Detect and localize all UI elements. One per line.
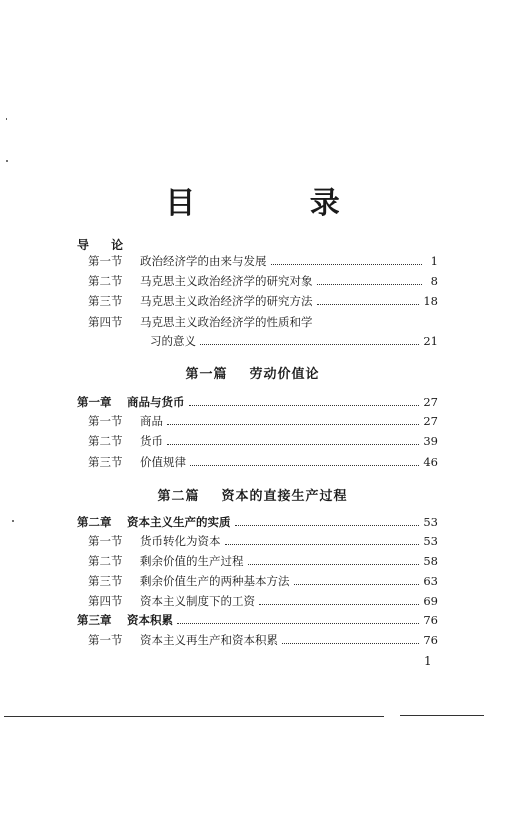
footer-rule [400, 715, 484, 716]
chapter-entry[interactable] [77, 393, 438, 411]
dot-leader [248, 564, 420, 565]
chapter-title: 资本主义生产的实质 [127, 515, 231, 529]
scan-speck [6, 118, 7, 120]
part-heading[interactable] [0, 363, 505, 382]
dot-leader [271, 264, 423, 265]
toc-entry[interactable] [88, 592, 438, 610]
section-number: 第四节 [88, 315, 123, 329]
page-number: 63 [423, 574, 438, 588]
toc-entry[interactable] [88, 292, 438, 310]
footer-rule [4, 716, 384, 717]
page-number: 53 [423, 534, 438, 548]
section-number: 第二节 [88, 274, 123, 288]
dot-leader [294, 584, 420, 585]
section-title: 价值规律 [140, 455, 186, 469]
section-number: 第一节 [88, 414, 123, 428]
dot-leader [167, 444, 419, 445]
dot-leader [189, 405, 420, 406]
page-number: 8 [430, 274, 438, 288]
page-number: 53 [423, 515, 438, 529]
chapter-title: 资本积累 [127, 613, 173, 627]
page-number: 27 [423, 395, 438, 409]
toc-entry[interactable] [88, 453, 438, 471]
toc-entry[interactable] [88, 631, 438, 649]
section-title: 马克思主义政治经济学的研究对象 [140, 274, 313, 288]
toc-entry[interactable] [88, 252, 438, 270]
intro-heading[interactable]: 导 论 [77, 238, 133, 252]
toc-entry[interactable] [88, 552, 438, 570]
page-folio: 1 [424, 654, 432, 668]
section-title: 商品 [140, 414, 163, 428]
toc-entry[interactable] [88, 272, 438, 290]
chapter-title: 商品与货币 [127, 395, 185, 409]
page-number: 21 [423, 334, 438, 348]
part-title: 劳动价值论 [249, 367, 320, 382]
section-title: 货币转化为资本 [140, 534, 221, 548]
dot-leader [235, 525, 420, 526]
part-heading[interactable] [0, 485, 505, 504]
toc-entry[interactable] [88, 572, 438, 590]
dot-leader [317, 304, 420, 305]
section-title: 资本主义再生产和资本积累 [140, 633, 278, 647]
part-title: 资本的直接生产过程 [221, 489, 348, 504]
toc-entry-first-line[interactable] [88, 313, 313, 331]
page-title: 目 录 [165, 186, 392, 221]
page-number: 1 [430, 254, 438, 268]
chapter-entry[interactable] [77, 513, 438, 531]
toc-entry[interactable] [88, 412, 438, 430]
toc-entry[interactable] [150, 332, 438, 350]
toc-entry[interactable] [88, 532, 438, 550]
section-title: 马克思主义政治经济学的性质和学 [140, 315, 313, 329]
page-number: 58 [423, 554, 438, 568]
chapter-number: 第一章 [77, 395, 112, 409]
dot-leader [282, 643, 419, 644]
chapter-number: 第三章 [77, 613, 112, 627]
toc-entry[interactable] [88, 432, 438, 450]
section-title: 政治经济学的由来与发展 [140, 254, 267, 268]
part-label: 第二篇 [157, 489, 200, 504]
scan-speck [6, 160, 8, 162]
section-title: 剩余价值的生产过程 [140, 554, 244, 568]
chapter-number: 第二章 [77, 515, 112, 529]
part-label: 第一篇 [185, 367, 228, 382]
page-number: 27 [423, 414, 438, 428]
section-number: 第二节 [88, 434, 123, 448]
section-number: 第二节 [88, 554, 123, 568]
section-number: 第四节 [88, 594, 123, 608]
page-number: 69 [423, 594, 438, 608]
dot-leader [167, 424, 419, 425]
section-title: 货币 [140, 434, 163, 448]
section-title: 资本主义制度下的工资 [140, 594, 255, 608]
page-number: 18 [423, 294, 438, 308]
section-number: 第一节 [88, 534, 123, 548]
section-number: 第一节 [88, 633, 123, 647]
scan-speck [12, 520, 14, 522]
page-number: 76 [423, 613, 438, 627]
section-title: 马克思主义政治经济学的研究方法 [140, 294, 313, 308]
dot-leader [259, 604, 419, 605]
dot-leader [317, 284, 423, 285]
page-number: 76 [423, 633, 438, 647]
page-number: 46 [423, 455, 438, 469]
dot-leader [177, 623, 419, 624]
dot-leader [200, 344, 419, 345]
section-number: 第三节 [88, 574, 123, 588]
dot-leader [190, 465, 419, 466]
section-title-continued: 习的意义 [150, 334, 196, 348]
page-number: 39 [423, 434, 438, 448]
section-number: 第三节 [88, 455, 123, 469]
section-title: 剩余价值生产的两种基本方法 [140, 574, 290, 588]
section-number: 第三节 [88, 294, 123, 308]
dot-leader [225, 544, 420, 545]
chapter-entry[interactable] [77, 611, 438, 629]
section-number: 第一节 [88, 254, 123, 268]
